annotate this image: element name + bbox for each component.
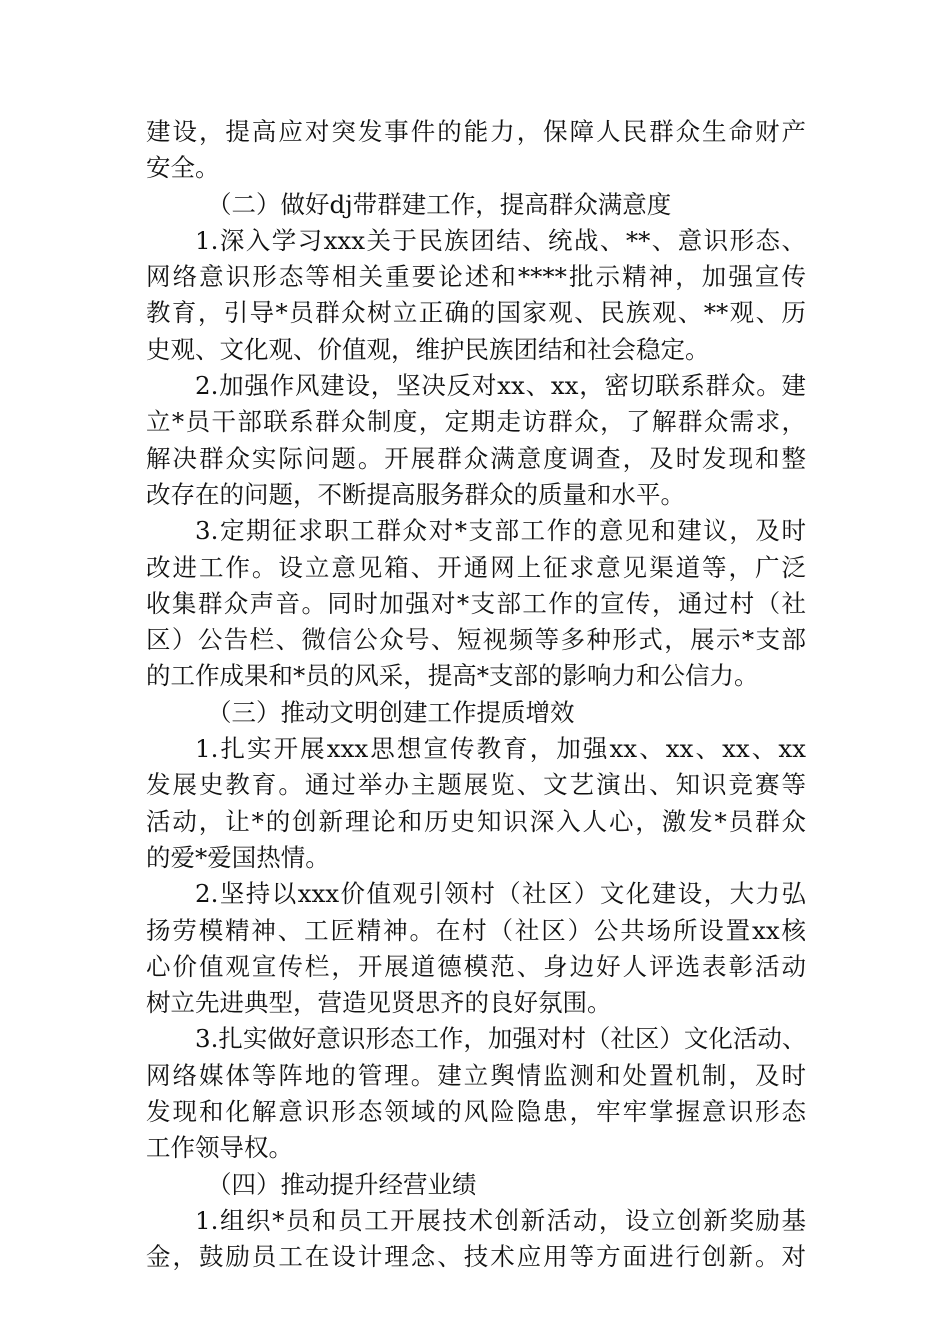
text-line: 改存在的问题，不断提高服务群众的质量和水平。 <box>146 479 685 509</box>
paragraph-first-line: 2.加强作风建设，坚决反对xx、xx，密切联系群众。建 <box>195 371 806 401</box>
paragraph-first-line: 3.定期征求职工群众对*支部工作的意见和建议，及时 <box>195 516 806 546</box>
text-line: 立*员干部联系群众制度，定期走访群众，了解群众需求， <box>146 407 806 437</box>
paragraph-first-line: 1.扎实开展xxx思想宣传教育，加强xx、xx、xx、xx <box>195 734 806 764</box>
text-line: 工作领导权。 <box>146 1133 293 1163</box>
section-heading: （二）做好dj带群建工作，提高群众满意度 <box>207 189 672 219</box>
document-body <box>146 114 806 1276</box>
text-line: 发展史教育。通过举办主题展览、文艺演出、知识竞赛等 <box>146 770 806 800</box>
text-line: 的爱*爱国热情。 <box>146 842 330 872</box>
text-line: 金，鼓励员工在设计理念、技术应用等方面进行创新。对 <box>146 1242 806 1272</box>
text-line: 收集群众声音。同时加强对*支部工作的宣传，通过村（社 <box>146 588 806 618</box>
text-line: 发现和化解意识形态领域的风险隐患，牢牢掌握意识形态 <box>146 1097 806 1127</box>
text-line: 史观、文化观、价值观，维护民族团结和社会稳定。 <box>146 334 710 364</box>
text-line: 教育，引导*员群众树立正确的国家观、民族观、**观、历 <box>146 298 806 328</box>
paragraph-first-line: 3.扎实做好意识形态工作，加强对村（社区）文化活动、 <box>195 1024 807 1054</box>
section-heading: （三）推动文明创建工作提质增效 <box>207 697 575 727</box>
text-line: 安全。 <box>146 153 220 183</box>
text-line: 建设，提高应对突发事件的能力，保障人民群众生命财产 <box>146 117 806 146</box>
paragraph-first-line: 1.深入学习xxx关于民族团结、统战、**、意识形态、 <box>195 225 806 255</box>
text-line: 树立先进典型，营造见贤思齐的良好氛围。 <box>146 988 612 1018</box>
text-line: 网络媒体等阵地的管理。建立舆情监测和处置机制，及时 <box>146 1060 806 1090</box>
text-line: 解决群众实际问题。开展群众满意度调查，及时发现和整 <box>146 443 806 473</box>
text-line: 改进工作。设立意见箱、开通网上征求意见渠道等，广泛 <box>146 552 806 582</box>
paragraph-first-line: 2.坚持以xxx价值观引领村（社区）文化建设，大力弘 <box>195 879 806 909</box>
text-line: 心价值观宣传栏，开展道德模范、身边好人评选表彰活动 <box>146 951 806 981</box>
text-line: 区）公告栏、微信公众号、短视频等多种形式，展示*支部 <box>146 625 806 655</box>
text-line: 活动，让*的创新理论和历史知识深入人心，激发*员群众 <box>146 806 806 836</box>
text-line: 的工作成果和*员的风采，提高*支部的影响力和公信力。 <box>146 661 759 691</box>
paragraph-first-line: 1.组织*员和员工开展技术创新活动，设立创新奖励基 <box>195 1205 806 1235</box>
text-line: 扬劳模精神、工匠精神。在村（社区）公共场所设置xx核 <box>146 915 806 945</box>
section-heading: （四）推动提升经营业绩 <box>207 1169 477 1199</box>
text-line: 网络意识形态等相关重要论述和****批示精神，加强宣传 <box>146 262 806 292</box>
